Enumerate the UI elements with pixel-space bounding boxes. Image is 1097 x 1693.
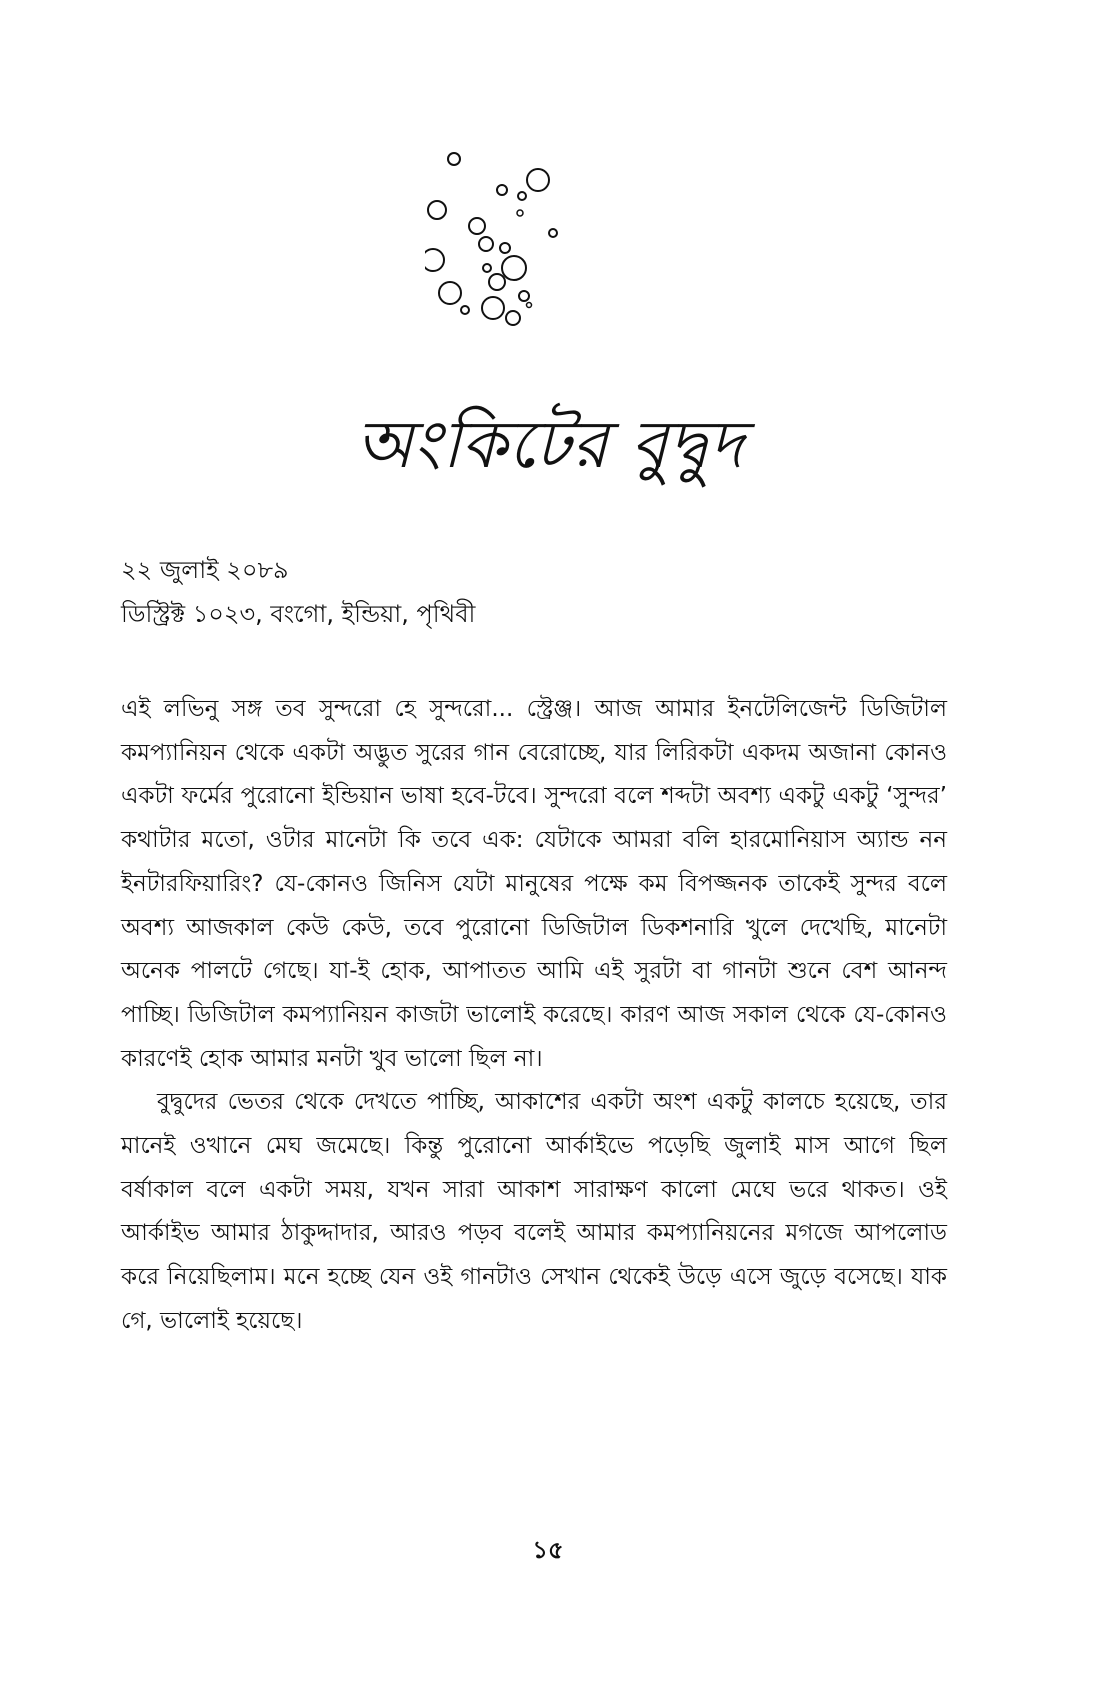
chapter-body	[121, 688, 947, 1344]
dateline	[121, 548, 921, 636]
bubbles-icon	[425, 150, 585, 360]
paragraph: এই লভিনু সঙ্গ তব সুন্দরো হে সুন্দরো... স্ট্রেঞ্জ। আজ আমার ইনটেলিজেন্ট ডিজিটাল কমপ্যানিয়ন থেকে একটা অদ্ভুত সুরের গান বেরোচ্ছে, যার লিরিকটা একদম অজানা কোনও একটা ফর্মের পুরোনো ইন্ডিয়ান ভাষা হবে-টবে। সুন্দরো বলে শব্দটা অবশ্য একটু একটু ‘সুন্দর’ কথাটার মতো, ওটার মানেটা কি তবে এক: যেটাকে আমরা বলি হারমোনিয়াস অ্যান্ড নন ইনটারফিয়ারিং? যে-কোনও জিনিস যেটা মানুষের পক্ষে কম বিপজ্জনক তাকেই সুন্দর বলে অবশ্য আজকাল কেউ কেউ, তবে পুরোনো ডিজিটাল ডিকশনারি খুলে দেখেছি, মানেটা অনেক পালটে গেছে। যা-ই হোক, আপাতত আমি এই সুরটা বা গানটা শুনে বেশ আনন্দ পাচ্ছি। ডিজিটাল কমপ্যানিয়ন কাজটা ভালোই করেছে। কারণ আজ সকাল থেকে যে-কোনও কারণেই হোক আমার মনটা খুব ভালো ছিল না।	[121, 696, 947, 1072]
page-number: ১৫	[532, 1536, 564, 1564]
entry-date: ২২ জুলাই ২০৮৯	[121, 556, 289, 584]
paragraph: বুদ্বুদের ভেতর থেকে দেখতে পাচ্ছি, আকাশের একটা অংশ একটু কালচে হয়েছে, তার মানেই ওখানে মেঘ জমেছে। কিন্তু পুরোনো আর্কাইভে পড়েছি জুলাই মাস আগে ছিল বর্ষাকাল বলে একটা সময়, যখন সারা আকাশ সারাক্ষণ কালো মেঘে ভরে থাকত। ওই আর্কাইভ আমার ঠাকুদ্দাদার, আরও পড়ব বলেই আমার কমপ্যানিয়নের মগজে আপলোড করে নিয়েছিলাম। মনে হচ্ছে যেন ওই গানটাও সেখান থেকেই উড়ে এসে জুড়ে বসেছে। যাক গে, ভালোই হয়েছে।	[121, 1089, 947, 1334]
chapter-title: অংকিটের বুদ্বুদ	[355, 406, 745, 483]
entry-place: ডিস্ট্রিক্ট ১০২৩, বংগো, ইন্ডিয়া, পৃথিবী	[121, 600, 476, 628]
